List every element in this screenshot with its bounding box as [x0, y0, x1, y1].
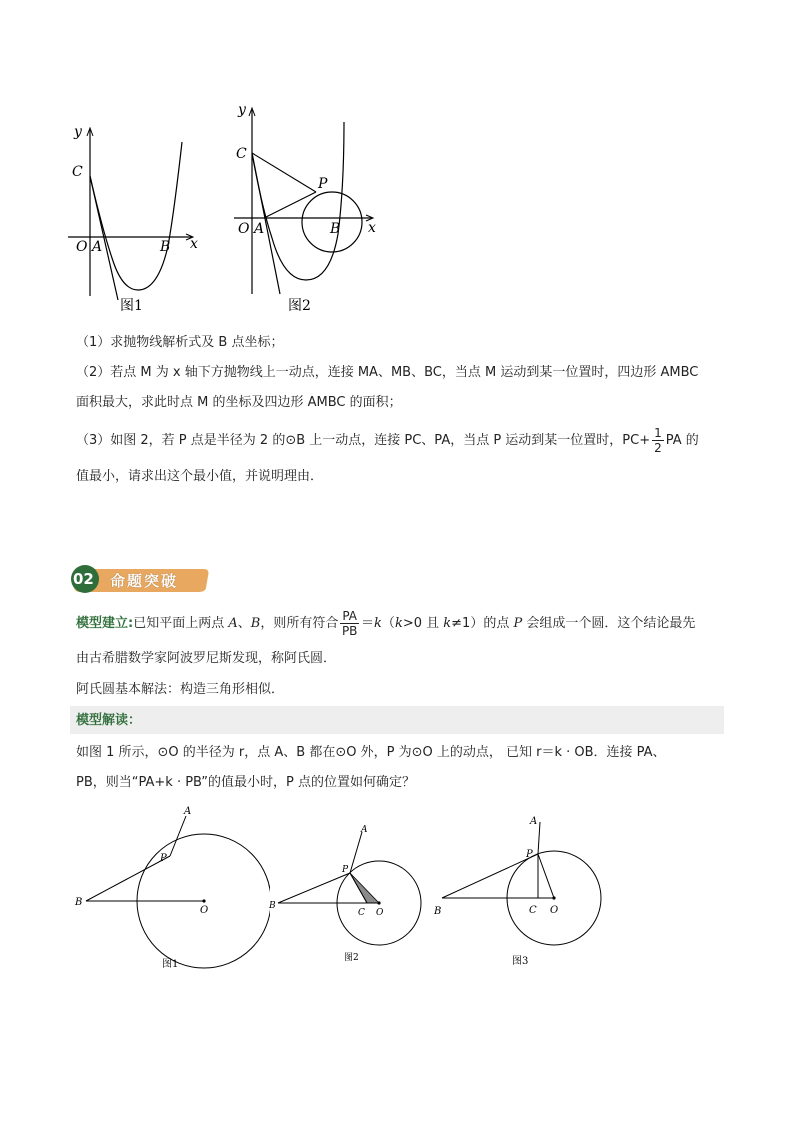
q3-suffix: PA 的 — [665, 433, 699, 448]
q3-frac-num: 1 — [654, 426, 662, 440]
fig1-c-label: C — [72, 164, 83, 180]
section-badge-number: 02 — [73, 570, 94, 588]
q3-frac-den: 2 — [654, 441, 662, 455]
model-fraction — [340, 609, 359, 638]
bfig2-a-label: A — [361, 825, 368, 835]
apollonius-figure-3 — [432, 810, 612, 970]
bfig1-b-label: B — [75, 897, 83, 908]
model-label: 模型建立: — [76, 616, 134, 631]
model-point-b: B — [250, 616, 261, 631]
apollonius-figure-1 — [70, 800, 270, 980]
fig1-b-label: B — [160, 239, 171, 255]
model-text: ＝ — [361, 616, 375, 631]
model-frac-num: PA — [342, 609, 358, 623]
bfig3-p-label: P — [526, 849, 533, 860]
model-definition-line2: 由古希腊数学家阿波罗尼斯发现，称阿氏圆． — [76, 651, 337, 666]
fig2-a-label: A — [254, 221, 265, 237]
fig2-caption: 图2 — [288, 298, 311, 314]
parabola-figure-2 — [228, 98, 388, 318]
q3-prefix: （3）如图 2，若 P 点是半径为 2 的⊙B 上一动点，连接 PC、PA，当点 P 运动到某一位置时，PC+ — [76, 433, 651, 448]
fig2-o-label: O — [238, 221, 250, 237]
bfig2-b-label: B — [269, 901, 276, 911]
question-2-line1: （2）若点 M 为 x 轴下方抛物线上一动点，连接 MA、MB、BC，当点 M 运动到某一位置时，四边形 AMBC — [76, 365, 699, 380]
fig2-c-label: C — [236, 146, 247, 162]
fig1-a-label: A — [92, 239, 103, 255]
question-3-line2: 值最小，请求出这个最小值，并说明理由． — [76, 469, 324, 484]
fig2-p-label: P — [318, 176, 328, 192]
bfig3-c-label: C — [529, 905, 537, 916]
model-text: 已知平面上两点 — [133, 616, 229, 631]
fig1-o-label: O — [76, 239, 88, 255]
bfig2-caption: 图2 — [344, 953, 359, 963]
bfig2-c-label: C — [358, 908, 365, 918]
model-frac-den: PB — [341, 624, 358, 638]
bfig2-p-label: P — [342, 865, 349, 875]
basic-method: 阿氏圆基本解法：构造三角形相似． — [76, 682, 285, 697]
apollonius-figure-2 — [266, 818, 436, 968]
section-badge-title: 命题突破 — [110, 572, 179, 590]
model-k: k — [394, 616, 403, 631]
bfig1-a-label: A — [184, 806, 192, 817]
model-k: k — [374, 616, 382, 631]
model-k: k — [443, 616, 452, 631]
parabola-figure-1 — [60, 118, 210, 318]
fig2-y-label: y — [238, 102, 246, 118]
bfig1-o-label: O — [200, 905, 209, 916]
bfig2-o-label: O — [376, 908, 384, 918]
fig1-y-label: y — [74, 124, 82, 140]
model-text: 会组成一个圆．这个结论最先 — [522, 616, 696, 631]
section-badge — [70, 564, 212, 594]
reading-header-bar — [70, 706, 724, 734]
model-point-a: A — [228, 616, 238, 631]
model-text: （ — [381, 616, 395, 631]
model-point-p: P — [513, 616, 523, 631]
fig1-caption: 图1 — [120, 298, 143, 314]
fig1-x-label: x — [190, 236, 198, 252]
model-text: >0 且 — [402, 616, 444, 631]
reading-line2: PB，则当“PA+k · PB”的值最小时，P 点的位置如何确定？ — [76, 775, 415, 790]
reading-line1: 如图 1 所示，⊙O 的半径为 r，点 A、B 都在⊙O 外，P 为⊙O 上的动点， 已知 r＝k · OB．连接 PA、 — [76, 745, 666, 760]
question-2-line2: 面积最大，求此时点 M 的坐标及四边形 AMBC 的面积； — [76, 395, 402, 410]
bfig3-b-label: B — [434, 906, 442, 917]
bfig1-caption: 图1 — [162, 959, 179, 970]
q3-fraction — [652, 426, 664, 455]
bfig3-o-label: O — [550, 905, 559, 916]
model-definition-line1 — [76, 609, 695, 638]
reading-label: 模型解读： — [76, 713, 142, 728]
bfig1-p-label: P — [160, 853, 167, 864]
model-text: ，则所有符合 — [260, 616, 339, 631]
model-text: ≠1）的点 — [451, 616, 514, 631]
model-sep: 、 — [237, 616, 251, 631]
fig2-b-label: B — [330, 221, 341, 237]
question-1: （1）求抛物线解析式及 B 点坐标； — [76, 335, 284, 350]
fig2-x-label: x — [368, 220, 376, 236]
question-3-line1 — [76, 426, 699, 455]
bfig3-caption: 图3 — [512, 956, 529, 967]
bfig3-a-label: A — [530, 816, 538, 827]
